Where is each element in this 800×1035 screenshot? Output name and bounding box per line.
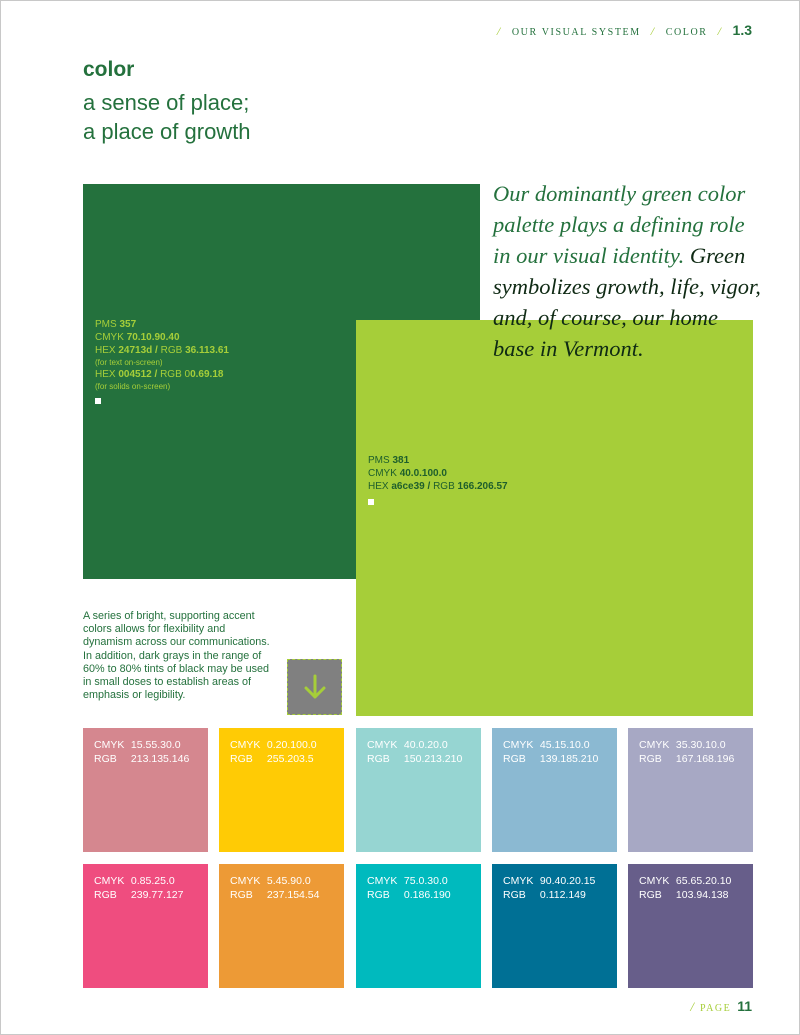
rgb-value: 36.113.61 — [185, 345, 229, 356]
cmyk-value: 70.10.90.40 — [126, 332, 180, 343]
cmyk-value: 5.45.90.0 — [266, 875, 311, 887]
pms-label: PMS — [368, 455, 390, 466]
header-separator: / — [717, 24, 723, 38]
cmyk-value: 0.20.100.0 — [266, 739, 317, 751]
primary-light-swatch — [356, 320, 753, 716]
scroll-down-button[interactable] — [287, 659, 342, 715]
accent-swatch — [83, 728, 208, 852]
accent-swatch — [356, 864, 481, 988]
cmyk-label: CMYK — [95, 332, 124, 343]
cmyk-label: CMYK — [367, 875, 398, 887]
rgb-value: 103.94.138 — [675, 889, 729, 901]
rgb-label: RGB — [160, 369, 182, 380]
pms-value: 381 — [392, 455, 410, 466]
rgb-value: 239.77.127 — [130, 889, 184, 901]
running-header — [497, 22, 752, 39]
cmyk-label: CMYK — [367, 739, 398, 751]
value-separator: / — [427, 481, 431, 492]
rgb-label: RGB — [503, 889, 526, 901]
hex-value: a6ce39 — [391, 481, 425, 492]
usage-note: (for text on-screen) — [95, 358, 163, 367]
pms-value: 357 — [119, 319, 137, 330]
rgb-label: RGB — [639, 753, 662, 765]
value-separator: / — [155, 345, 158, 356]
rgb-label: RGB — [230, 753, 253, 765]
accent-swatch — [628, 864, 753, 988]
arrow-down-icon — [303, 673, 327, 701]
square-marker — [95, 398, 101, 404]
header-separator: / — [650, 24, 656, 38]
rgb-label: RGB — [94, 889, 117, 901]
cmyk-label: CMYK — [94, 875, 125, 887]
rgb-value: 237.154.54 — [266, 889, 320, 901]
quote-dark-text: Green symbolizes growth, life, vigor, and, of course, our home base in Vermont. — [493, 243, 761, 361]
rgb-value: 213.135.146 — [130, 753, 190, 765]
footer-separator: / — [690, 999, 694, 1014]
rgb-value: 166.206.57 — [457, 481, 508, 492]
rgb-value: 139.185.210 — [539, 753, 599, 765]
cmyk-value: 40.0.20.0 — [403, 739, 448, 751]
page-subtitle: a sense of place; a place of growth — [83, 90, 251, 144]
pms-label: PMS — [95, 319, 117, 330]
cmyk-label: CMYK — [639, 739, 670, 751]
accent-swatch — [83, 864, 208, 988]
accent-swatch — [492, 728, 617, 852]
rgb-value: 255.203.5 — [266, 753, 314, 765]
accent-swatch — [492, 864, 617, 988]
header-subsection: COLOR — [665, 27, 708, 38]
cmyk-value: 90.40.20.15 — [539, 875, 596, 887]
page-label: PAGE — [699, 1003, 732, 1014]
cmyk-label: CMYK — [503, 739, 534, 751]
square-marker — [368, 499, 374, 505]
cmyk-value: 45.15.10.0 — [539, 739, 590, 751]
cmyk-label: CMYK — [503, 875, 534, 887]
primary-light-specs — [368, 454, 508, 505]
cmyk-value: 15.55.30.0 — [130, 739, 181, 751]
page-title: color — [83, 58, 135, 81]
rgb-label: RGB — [160, 345, 183, 356]
hex-label: HEX — [95, 345, 116, 356]
section-number: 1.3 — [732, 22, 752, 38]
accent-swatch — [219, 728, 344, 852]
rgb-label: RGB — [367, 889, 390, 901]
cmyk-label: CMYK — [368, 468, 397, 479]
cmyk-label: CMYK — [94, 739, 125, 751]
rgb-label: RGB — [367, 753, 390, 765]
primary-dark-specs — [95, 318, 229, 404]
value-separator: / — [154, 369, 158, 380]
cmyk-value: 40.0.100.0 — [399, 468, 447, 479]
accent-swatch — [356, 728, 481, 852]
accent-swatch — [219, 864, 344, 988]
cmyk-label: CMYK — [230, 739, 261, 751]
accent-colors-paragraph: A series of bright, supporting accent colors allows for flexibility and dynamism across our communications. In addition, dark grays in the range of 60% to 80% tints of black may be used in small doses to establish areas of emphasis or legibility. — [83, 610, 270, 702]
accent-swatch — [628, 728, 753, 852]
cmyk-value: 35.30.10.0 — [675, 739, 726, 751]
page-number: 11 — [737, 998, 752, 1014]
rgb-prefix: 0 — [184, 369, 191, 380]
hex-label: HEX — [95, 369, 116, 380]
pull-quote — [493, 178, 763, 364]
rgb-label: RGB — [433, 481, 455, 492]
hex-value: 24713d — [118, 345, 153, 356]
cmyk-value: 75.0.30.0 — [403, 875, 448, 887]
rgb-value: 0.112.149 — [539, 889, 586, 901]
rgb-label: RGB — [503, 753, 526, 765]
hex-label: HEX — [368, 481, 389, 492]
cmyk-label: CMYK — [230, 875, 261, 887]
hex-value: 004512 — [118, 369, 152, 380]
cmyk-value: 0.85.25.0 — [130, 875, 175, 887]
header-section: OUR VISUAL SYSTEM — [511, 27, 641, 38]
usage-note: (for solids on-screen) — [95, 382, 171, 391]
rgb-label: RGB — [639, 889, 662, 901]
rgb-value: 167.168.196 — [675, 753, 735, 765]
quote-green-text: Our dominantly green color palette plays a defining role in our visual identity. — [493, 181, 746, 268]
cmyk-value: 65.65.20.10 — [675, 875, 732, 887]
rgb-label: RGB — [94, 753, 117, 765]
cmyk-label: CMYK — [639, 875, 670, 887]
rgb-value: 0.69.18 — [190, 369, 224, 380]
rgb-value: 150.213.210 — [403, 753, 463, 765]
rgb-label: RGB — [230, 889, 253, 901]
header-separator: / — [496, 24, 502, 38]
rgb-value: 0.186.190 — [403, 889, 451, 901]
page-footer — [690, 998, 752, 1015]
